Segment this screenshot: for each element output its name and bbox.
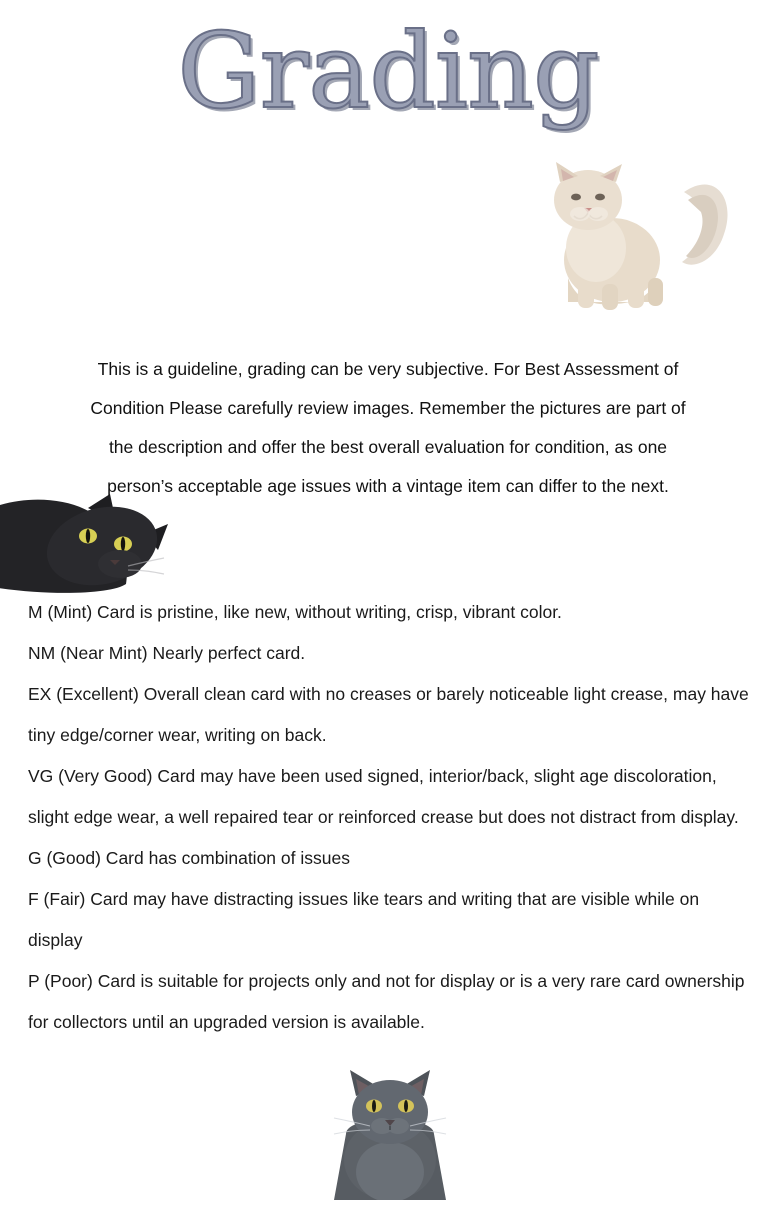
grading-definitions-list bbox=[28, 592, 758, 1043]
grade-item-fair: F (Fair) Card may have distracting issues like tears and writing that are visible while on display bbox=[28, 889, 700, 950]
grade-item-very-good: VG (Very Good) Card may have been used signed, interior/back, slight age discoloration, slight edge wear, a well repaired tear or reinforced crease but does not distract from display. bbox=[28, 766, 739, 827]
grade-item-poor: P (Poor) Card is suitable for projects only and not for display or is a very rare card ownership for collectors until an upgraded version is available. bbox=[28, 971, 745, 1032]
grade-item-mint: M (Mint) Card is pristine, like new, without writing, crisp, vibrant color. bbox=[28, 602, 562, 622]
grey-cat-looking-up-photo bbox=[300, 1068, 480, 1200]
grade-item-excellent: EX (Excellent) Overall clean card with no creases or barely noticeable light crease, may have tiny edge/corner wear, writing on back. bbox=[28, 684, 749, 745]
intro-paragraph: This is a guideline, grading can be very subjective. For Best Assessment of Condition Please carefully review images. Remember the pictures are part of the description and offer the best overall evaluation for condition, as one person’s acceptable age issues with a vintage item can differ to the next. bbox=[90, 359, 686, 496]
grade-item-near-mint: NM (Near Mint) Nearly perfect card. bbox=[28, 643, 306, 663]
page-title-text: Grading bbox=[177, 10, 599, 132]
grade-item-good: G (Good) Card has combination of issues bbox=[28, 848, 350, 868]
page-title bbox=[0, 10, 776, 132]
cream-fluffy-cat-photo bbox=[516, 152, 736, 322]
